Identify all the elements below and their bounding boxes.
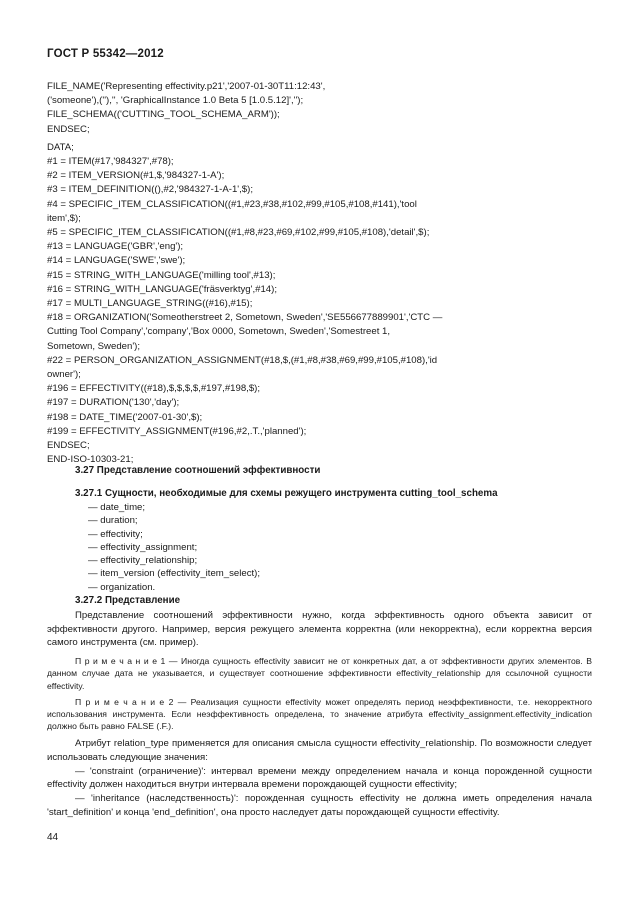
code-line: item',$); bbox=[47, 212, 81, 224]
step-file-listing bbox=[47, 80, 587, 467]
code-line: #4 = SPECIFIC_ITEM_CLASSIFICATION((#1,#23,#38,#102,#99,#105,#108,#141),'tool bbox=[47, 198, 417, 210]
code-line: #14 = LANGUAGE('SWE','swe'); bbox=[47, 255, 186, 267]
entity-list bbox=[88, 501, 590, 594]
code-line: Cutting Tool Company','company','Box 0000, Sometown, Sweden','Somestreet 1, bbox=[47, 326, 391, 338]
code-line: #1 = ITEM(#17,'984327',#78); bbox=[47, 156, 174, 168]
code-line: #197 = DURATION('130','day'); bbox=[47, 397, 180, 409]
section-3-27-2-body bbox=[47, 609, 592, 820]
list-item: — duration; bbox=[88, 515, 138, 527]
section-3-27-1 bbox=[75, 487, 590, 608]
code-line: DATA; bbox=[47, 141, 74, 153]
note-2 bbox=[47, 696, 592, 733]
code-line: FILE_NAME('Representing effectivity.p21','2007-01-30T11:12:43', bbox=[47, 81, 326, 92]
code-line: ENDSEC; bbox=[47, 123, 90, 135]
code-line: #22 = PERSON_ORGANIZATION_ASSIGNMENT(#18,$,(#1,#8,#38,#69,#99,#105,#108),'id bbox=[47, 354, 438, 366]
code-line: ('someone'),(''),'', 'GraphicalInstance 1.0 Beta 5 [1.0.5.12]',''); bbox=[47, 95, 304, 107]
code-line: #17 = MULTI_LANGUAGE_STRING((#16),#15); bbox=[47, 298, 253, 310]
paragraph: Представление соотношений эффективности нужно, когда эффективность одного объекта зависит от эффективности другого. Например, версия режущего элемента корректна (или некорректна), если корректна версия самого инструмента (см. пример). bbox=[47, 610, 592, 649]
standard-header: ГОСТ Р 55342—2012 bbox=[47, 48, 164, 60]
code-line: #16 = STRING_WITH_LANGUAGE('fräsverktyg',#14); bbox=[47, 283, 277, 295]
code-line: #13 = LANGUAGE('GBR','eng'); bbox=[47, 241, 184, 253]
code-line: Sometown, Sweden'); bbox=[47, 340, 141, 352]
code-line: #198 = DATE_TIME('2007-01-30',$); bbox=[47, 411, 203, 423]
code-line: #199 = EFFECTIVITY_ASSIGNMENT(#196,#2,.T.,'planned'); bbox=[47, 425, 307, 437]
list-item: — effectivity_relationship; bbox=[88, 555, 198, 567]
paragraph: — 'inheritance (наследственность)': порожденная сущность effectivity не должна иметь определения начала 'start_definition' и конца 'end_definition', она просто наследует даты порождающей сущности effectivity. bbox=[47, 793, 592, 818]
paragraph: Атрибут relation_type применяется для описания смысла сущности effectivity_relationship. По возможности следует использовать следующие значения: bbox=[47, 738, 592, 764]
code-line: #15 = STRING_WITH_LANGUAGE('milling tool',#13); bbox=[47, 269, 276, 281]
code-line: #18 = ORGANIZATION('Someotherstreet 2, Sometown, Sweden','SE556677889901','CTC — bbox=[47, 312, 443, 324]
list-item: — item_version (effectivity_item_select); bbox=[88, 568, 261, 580]
note-1 bbox=[47, 655, 592, 692]
list-item: — effectivity_assignment; bbox=[88, 541, 198, 553]
section-3-27-1-heading: 3.27.1 Сущности, необходимые для схемы режущего инструмента cutting_tool_schema bbox=[75, 488, 498, 499]
code-line: owner'); bbox=[47, 369, 81, 381]
note-label: П р и м е ч а н и е 2 bbox=[75, 696, 174, 707]
code-line: #3 = ITEM_DEFINITION((),#2,'984327-1-A-1',$); bbox=[47, 184, 253, 196]
note-text: — Иногда сущность effectivity зависит не от конкретных дат, а от эффективности других элементов. В данном случае дата не указывается, и существует соотношение эффективности effectivity_relationship для ссылочной сущности effectivity. bbox=[47, 656, 592, 691]
section-3-27-2-heading: 3.27.2 Представление bbox=[75, 595, 181, 607]
list-item: — effectivity; bbox=[88, 528, 143, 540]
code-line: #5 = SPECIFIC_ITEM_CLASSIFICATION((#1,#8,#23,#69,#102,#99,#105,#108),'detail',$); bbox=[47, 227, 430, 239]
note-label: П р и м е ч а н и е 1 bbox=[75, 656, 166, 667]
code-line: #2 = ITEM_VERSION(#1,$,'984327-1-A'); bbox=[47, 170, 225, 182]
page-number: 44 bbox=[47, 832, 59, 843]
note-text: — Реализация сущности effectivity может определять период неэффективности, т.е. некорректного использования инструмента. Если неэффективность определена, то значение атрибута effectivity_assignment.effectivity_indication должно быть равно FALSE (.F.). bbox=[47, 696, 592, 732]
list-item: — organization. bbox=[88, 581, 156, 593]
code-line: ENDSEC; bbox=[47, 440, 90, 452]
list-item: — date_time; bbox=[88, 502, 146, 513]
code-line: FILE_SCHEMA(('CUTTING_TOOL_SCHEMA_ARM')); bbox=[47, 109, 280, 121]
code-line: #196 = EFFECTIVITY((#18),$,$,$,$,#197,#198,$); bbox=[47, 383, 261, 395]
section-3-27-heading: 3.27 Представление соотношений эффективности bbox=[75, 465, 321, 476]
code-line: END-ISO-10303-21; bbox=[47, 454, 134, 466]
paragraph: — 'constraint (ограничение)': интервал времени между определением начала и конца порожденной сущности effectivity должен находиться внутри интервала времени порождающей сущности effectivity; bbox=[47, 765, 592, 791]
